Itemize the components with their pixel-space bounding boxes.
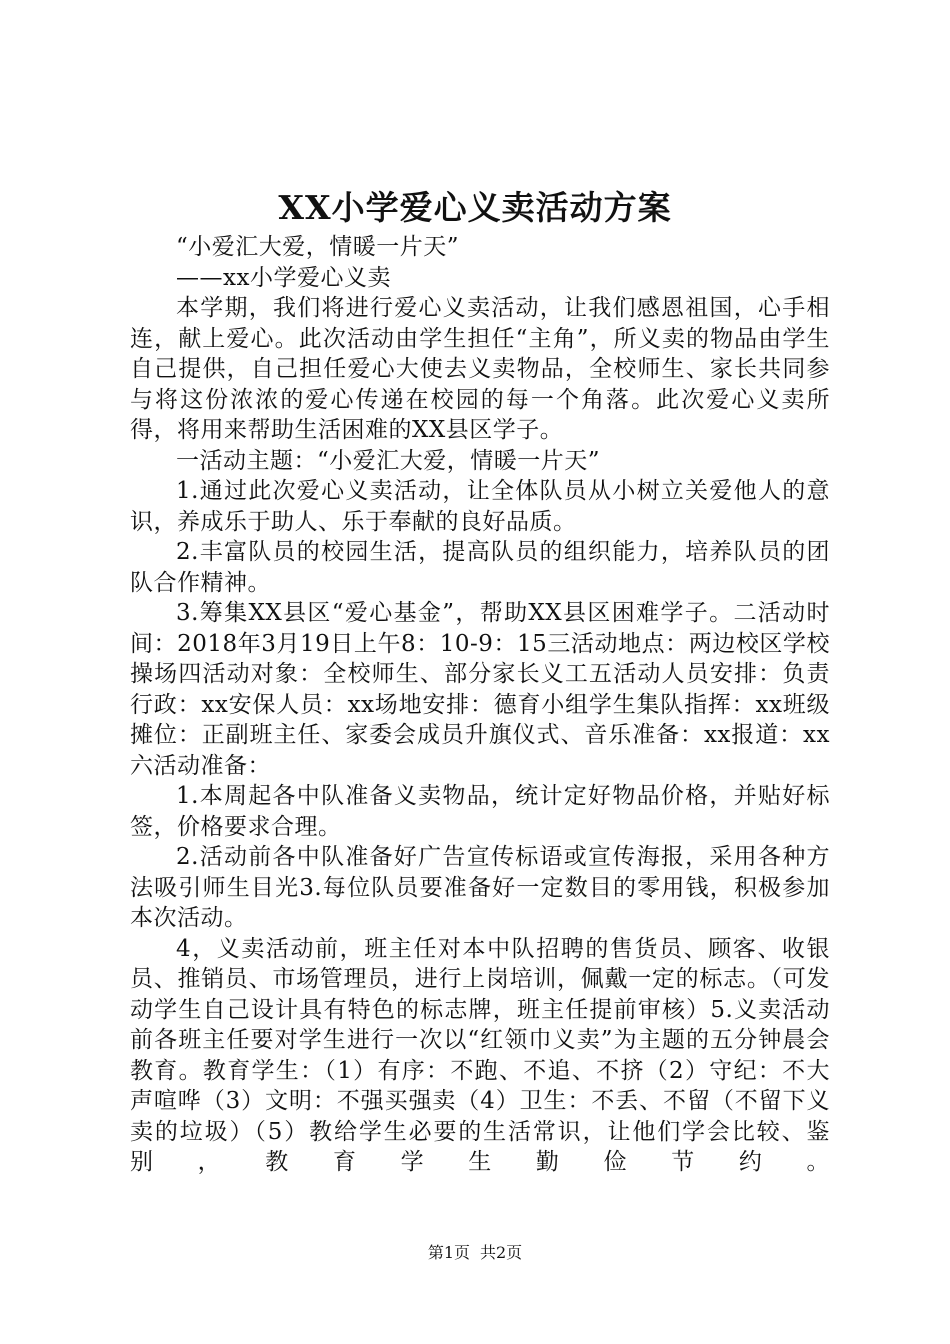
goal-item-2: 2.丰富队员的校园生活，提高队员的组织能力，培养队员的团队合作精神。	[130, 539, 830, 596]
document-body	[130, 232, 830, 1178]
page-total: 共2页	[480, 1243, 523, 1262]
prep-item-2-3: 2.活动前各中队准备好广告宣传标语或宣传海报，采用各种方法吸引师生目光3.每位队员要准备好一定数目的零用钱，积极参加本次活动。	[130, 844, 830, 931]
slogan-line: “小爱汇大爱，情暖一片天”	[176, 234, 460, 260]
goal-item-3-schedule: 3.筹集XX县区“爱心基金”，帮助XX县区困难学子。二活动时间：2018年3月19日上午8：10-9：15三活动地点：两边校区学校操场四活动对象：全校师生、部分家长义工五活动人员安排：负责行政：xx安保人员：xx场地安排：德育小组学生集队指挥：xx班级摊位：正副班主任、家委会成员升旗仪式、音乐准备：xx报道：xx六活动准备：	[130, 600, 830, 779]
page-footer	[0, 1242, 950, 1264]
page-number: 第1页	[427, 1243, 470, 1262]
theme-heading: 一活动主题：“小爱汇大爱，情暖一片天”	[176, 447, 601, 474]
goal-item-1: 1.通过此次爱心义卖活动，让全体队员从小树立关爱他人的意识，养成乐于助人、乐于奉献的良好品质。	[130, 478, 830, 535]
prep-item-1: 1.本周起各中队准备义卖物品，统计定好物品价格，并贴好标签，价格要求合理。	[130, 783, 830, 840]
document-title: XX小学爱心义卖活动方案	[278, 188, 672, 227]
prep-item-4-5: 4，义卖活动前，班主任对本中队招聘的售货员、顾客、收银员、推销员、市场管理员，进行上岗培训，佩戴一定的标志。（可发动学生自己设计具有特色的标志牌，班主任提前审核）5.义卖活动前各班主任要对学生进行一次以“红领巾义卖”为主题的五分钟晨会教育。教育学生：（1）有序：不跑、不追、不挤（2）守纪：不大声喧哗（3）文明：不强买强卖（4）卫生：不丢、不留（不留下义卖的垃圾）（5）教给学生必要的生活常识，让他们学会比较、鉴别，教育学生勤俭节约。	[130, 935, 830, 1175]
subtitle-line: ——xx小学爱心义卖	[176, 264, 391, 291]
intro-paragraph: 本学期，我们将进行爱心义卖活动，让我们感恩祖国，心手相连，献上爱心。此次活动由学生担任“主角”，所义卖的物品由学生自己提供，自己担任爱心大使去义卖物品，全校师生、家长共同参与将这份浓浓的爱心传递在校园的每一个角落。此次爱心义卖所得，将用来帮助生活困难的XX县区学子。	[130, 295, 830, 443]
